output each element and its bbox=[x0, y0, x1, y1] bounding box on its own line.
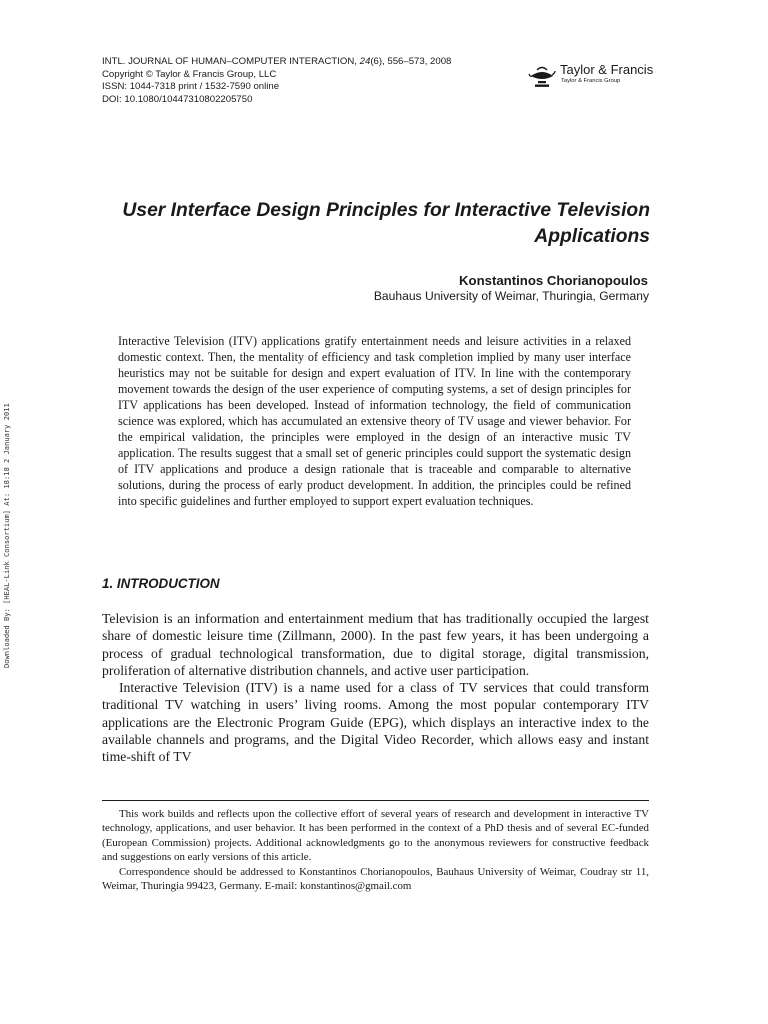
body-paragraph: Television is an information and entertainment medium that has traditionally occupied the largest share of domestic leisure time (Zillmann, 2000). In the past few years, it has been undergoing a process of gradual technological transformation, due to digital storage, digital transmission, proliferation of alternative distribution channels, and active user participation. bbox=[102, 611, 649, 678]
footnote-divider bbox=[102, 800, 649, 801]
author-affiliation: Bauhaus University of Weimar, Thuringia, Germany bbox=[373, 289, 649, 303]
publisher-name: Taylor & Francis bbox=[560, 62, 654, 77]
journal-name: INTL. JOURNAL OF HUMAN–COMPUTER INTERACTION, bbox=[102, 56, 360, 67]
abstract: Interactive Television (ITV) applications gratify entertainment needs and leisure activities in a relaxed domestic context. Then, the mentality of efficiency and task completion implied by many user interface heuristics may not be suitable for design and expert evaluation of ITV. In line with the contemporary movement towards the design of the user experience of computing systems, a set of design principles for ITV applications has been developed. Instead of information technology, the field of communication science was explored, which has accumulated an extensive theory of TV usage and viewer behavior. For the empirical validation, the principles were employed in the design of an interactive music TV application. The results suggest that a small set of generic principles could support the systematic design of ITV applications and produce a design rationale that is traceable and comparable to alternative solutions, during the process of early product development. In addition, the principles could be refined into specific guidelines and further employed to support expert evaluation techniques. bbox=[118, 334, 631, 509]
footnote-acknowledgment: This work builds and reflects upon the collective effort of several years of research and development in interactive TV technology, applications, and user behavior. It has been performed in the context of a PhD thesis and of several EC-funded (European Commission) projects. Additional acknowledgments go to the anonymous reviewers for constructive feedback and suggestions on early versions of this article. bbox=[102, 808, 649, 864]
download-watermark: Downloaded By: [HEAL-Link Consortium] At: 18:18 2 January 2011 bbox=[2, 403, 11, 668]
article-title: User Interface Design Principles for Interactive Television Applications bbox=[122, 200, 650, 247]
doi-line: DOI: 10.1080/10447310802205750 bbox=[102, 93, 253, 105]
footnote bbox=[102, 807, 649, 893]
journal-volume: 24 bbox=[359, 56, 371, 67]
section-heading: 1. INTRODUCTION bbox=[102, 576, 220, 591]
publisher-logo bbox=[528, 60, 658, 90]
journal-issue-pages-year: (6), 556–573, 2008 bbox=[370, 56, 452, 67]
journal-header bbox=[102, 56, 451, 106]
footnote-correspondence: Correspondence should be addressed to Konstantinos Chorianopoulos, Bauhaus University of Weimar, Coudray str 11, Weimar, Thuringia 99423, Germany. E-mail: konstantinos@gmail.com bbox=[102, 865, 649, 893]
body-text bbox=[102, 610, 649, 766]
author-name: Konstantinos Chorianopoulos bbox=[458, 273, 648, 288]
lamp-icon bbox=[528, 62, 556, 88]
publisher-group: Taylor & Francis Group bbox=[561, 78, 621, 84]
issn-line: ISSN: 1044-7318 print / 1532-7590 online bbox=[102, 81, 280, 93]
body-paragraph: Interactive Television (ITV) is a name used for a class of TV services that could transform traditional TV watching in users’ living rooms. Among the most popular contemporary ITV applications are the Electronic Program Guide (EPG), which displays an interactive index to the available channels and programs, and the Digital Video Recorder, which allows easy and instant time-shift of TV bbox=[102, 680, 649, 765]
journal-citation bbox=[102, 56, 451, 69]
copyright-line: Copyright © Taylor & Francis Group, LLC bbox=[102, 68, 277, 80]
